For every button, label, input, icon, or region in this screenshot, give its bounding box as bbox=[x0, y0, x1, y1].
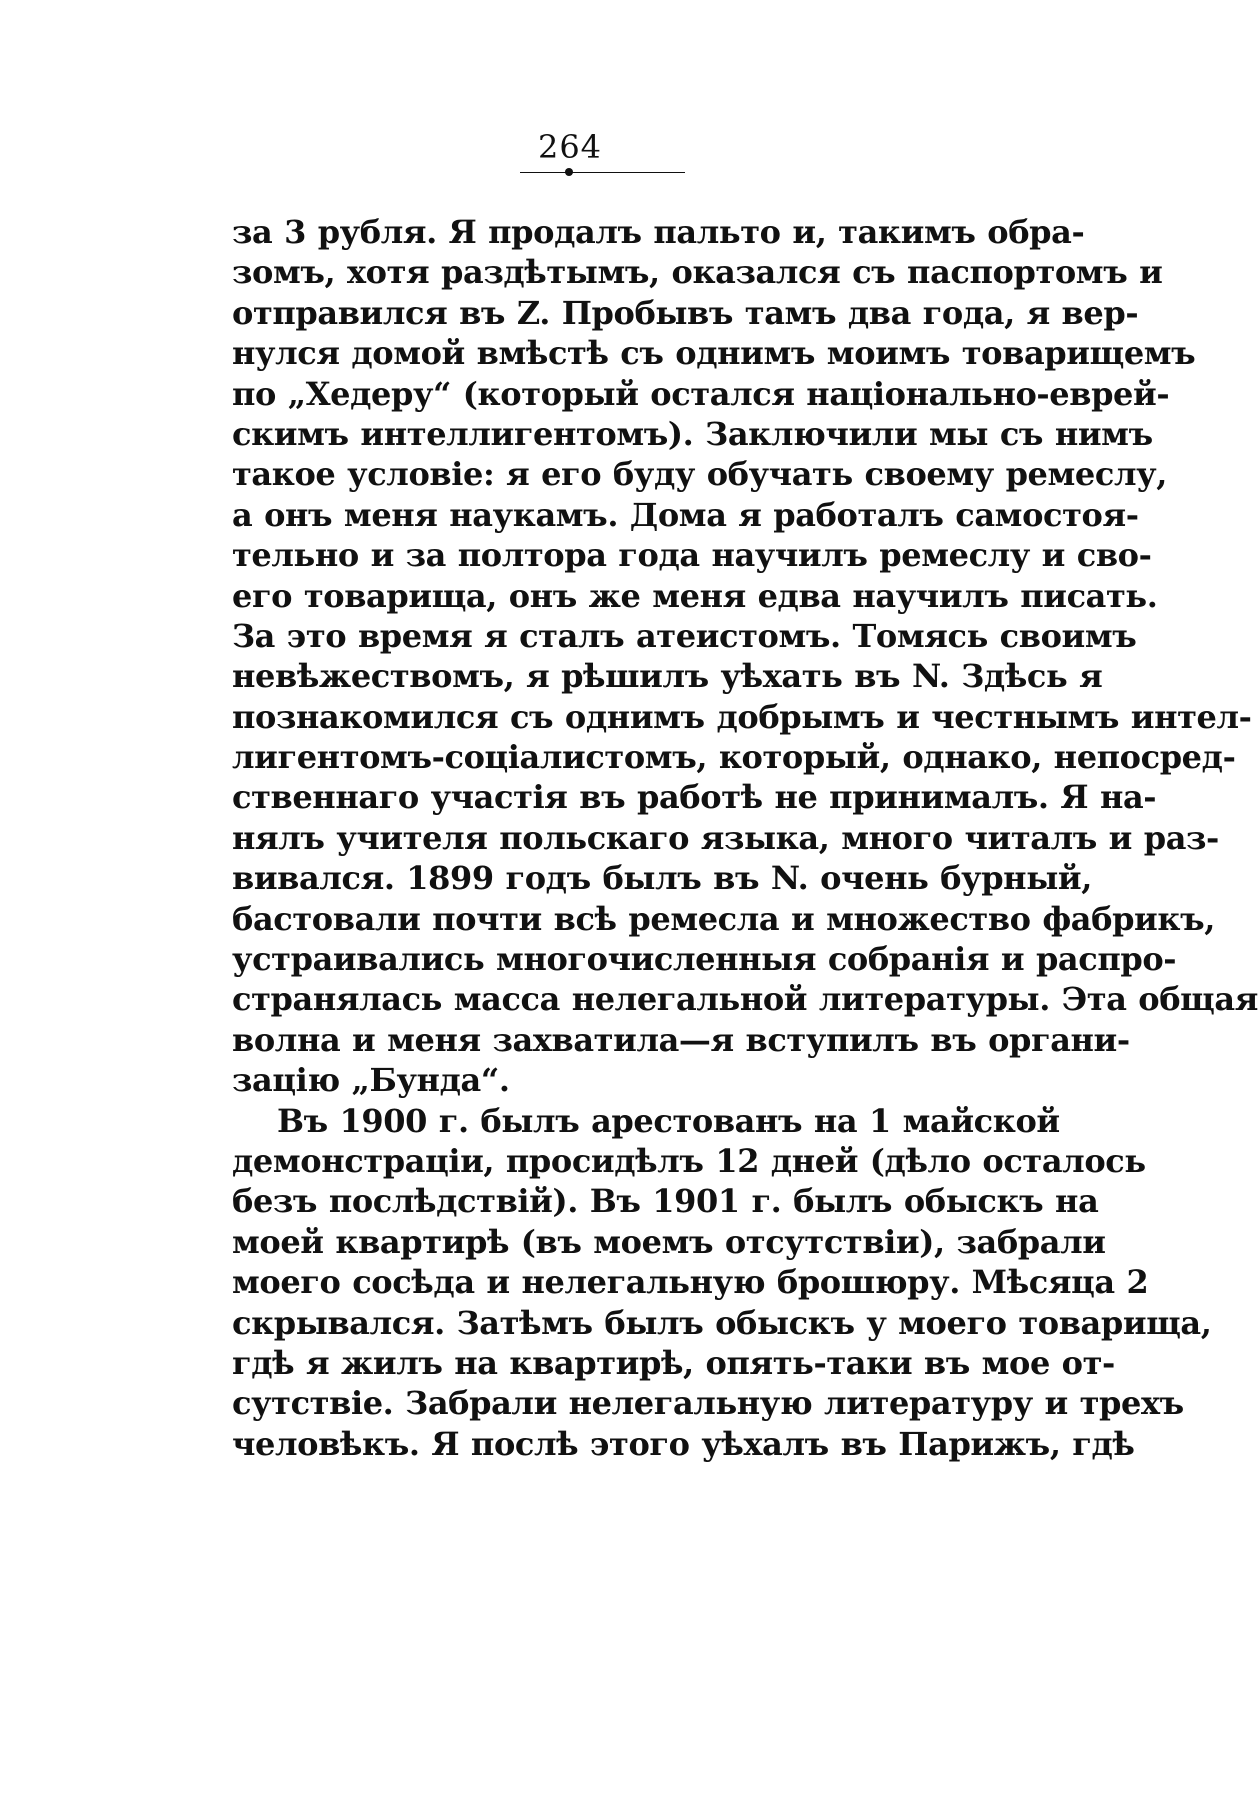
text-line: гдѣ я жилъ на квартирѣ, опять-таки въ мое от- bbox=[232, 1343, 1115, 1382]
text-line: сутствіе. Забрали нелегальную литературу и трехъ bbox=[232, 1384, 1184, 1423]
text-line: безъ послѣдствій). Въ 1901 г. былъ обыскъ на bbox=[232, 1182, 1099, 1221]
text-line: нулся домой вмѣстѣ съ однимъ моимъ товарищемъ bbox=[232, 334, 1196, 373]
text-line: за 3 рубля. Я продалъ пальто и, такимъ обра- bbox=[232, 213, 1085, 251]
text-line: странялась масса нелегальной литературы. Эта общая bbox=[232, 980, 1258, 1019]
text-line: моей квартирѣ (въ моемъ отсутствіи), забрали bbox=[232, 1222, 1106, 1261]
text-line: вивался. 1899 годъ былъ въ N. очень бурный, bbox=[232, 859, 1092, 898]
paragraph bbox=[232, 1101, 1212, 1465]
text-line: а онъ меня наукамъ. Дома я работалъ самостоя- bbox=[232, 495, 1139, 534]
text-line: лигентомъ-соціалистомъ, который, однако, непосред- bbox=[232, 738, 1236, 777]
text-line: нялъ учителя польскаго языка, много читалъ и раз- bbox=[232, 818, 1219, 857]
text-line: такое условіе: я его буду обучать своему ремеслу, bbox=[232, 455, 1167, 494]
body-text bbox=[232, 212, 1258, 1464]
text-line: отправился въ Z. Пробывъ тамъ два года, я вер- bbox=[232, 293, 1139, 332]
text-line: скимъ интеллигентомъ). Заключили мы съ нимъ bbox=[232, 414, 1153, 453]
text-line: За это время я сталъ атеистомъ. Томясь своимъ bbox=[232, 616, 1137, 655]
text-line: волна и меня захватила—я вступилъ въ органи- bbox=[232, 1020, 1130, 1059]
text-line: демонстраціи, просидѣлъ 12 дней (дѣло осталось bbox=[232, 1141, 1146, 1180]
text-line: его товарища, онъ же меня едва научилъ писать. bbox=[232, 576, 1158, 615]
text-line: устраивались многочисленныя собранія и распро- bbox=[232, 940, 1177, 979]
text-line: зомъ, хотя раздѣтымъ, оказался съ паспортомъ и bbox=[232, 253, 1163, 292]
text-line: по „Хедеру“ (который остался національно-еврей- bbox=[232, 374, 1170, 413]
text-line: невѣжествомъ, я рѣшилъ уѣхать въ N. Здѣсь я bbox=[232, 657, 1103, 696]
text-line: бастовали почти всѣ ремесла и множество фабрикъ, bbox=[232, 899, 1215, 938]
text-line: ственнаго участія въ работѣ не принималъ. Я на- bbox=[232, 778, 1157, 817]
text-line: моего сосѣда и нелегальную брошюру. Мѣсяца 2 bbox=[232, 1263, 1149, 1302]
text-line: Въ 1900 г. былъ арестованъ на 1 майской bbox=[277, 1101, 1060, 1140]
page-number: 264 bbox=[537, 128, 603, 166]
text-line: скрывался. Затѣмъ былъ обыскъ у моего товарища, bbox=[232, 1303, 1212, 1342]
text-line: тельно и за полтора года научилъ ремеслу и сво- bbox=[232, 536, 1152, 575]
paragraph bbox=[232, 212, 1258, 1101]
text-line: человѣкъ. Я послѣ этого уѣхалъ въ Парижъ, гдѣ bbox=[232, 1424, 1135, 1463]
header-rule bbox=[520, 172, 685, 173]
text-line: зацію „Бунда“. bbox=[232, 1061, 510, 1100]
text-line: познакомился съ однимъ добрымъ и честнымъ интел- bbox=[232, 697, 1252, 736]
header-rule-ornament bbox=[565, 168, 573, 176]
